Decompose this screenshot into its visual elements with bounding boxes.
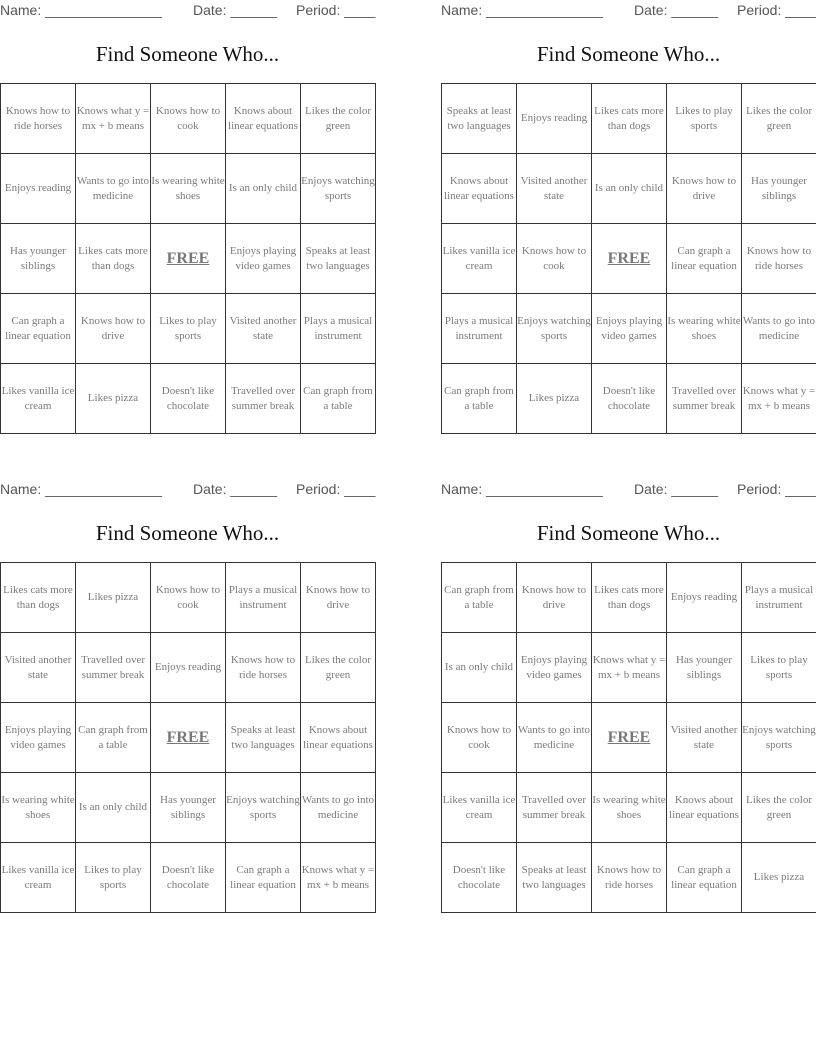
grid-row [442, 294, 816, 364]
grid-cell: Plays a musical instrument [442, 294, 517, 364]
grid-cell: Knows how to ride horses [1, 84, 76, 154]
grid-cell: Likes vanilla ice cream [1, 364, 76, 434]
grid-cell: Enjoys playing video games [1, 703, 76, 773]
grid-cell: Knows about linear equations [442, 154, 517, 224]
date-field-label: Date: ______ [634, 481, 719, 497]
bingo-grid [441, 562, 816, 913]
period-field-label: Period: ____ [737, 481, 816, 497]
free-space: FREE [592, 703, 667, 773]
card-title: Find Someone Who... [536, 42, 721, 66]
bingo-grid [0, 83, 376, 434]
bingo-grid [441, 83, 816, 434]
grid-cell: Likes to play sports [742, 633, 816, 703]
grid-cell: Knows how to cook [151, 563, 226, 633]
grid-row [442, 154, 816, 224]
grid-cell: Can graph from a table [442, 364, 517, 434]
grid-cell: Visited another state [667, 703, 742, 773]
grid-cell: Enjoys reading [1, 154, 76, 224]
card-title: Find Someone Who... [95, 42, 280, 66]
name-field-label: Name: _______________ [0, 481, 162, 497]
grid-cell: Has younger siblings [742, 154, 816, 224]
grid-cell: Likes vanilla ice cream [442, 773, 517, 843]
grid-cell: Enjoys playing video games [592, 294, 667, 364]
name-field-label: Name: _______________ [441, 2, 603, 18]
grid-cell: Has younger siblings [1, 224, 76, 294]
grid-cell: Travelled over summer break [667, 364, 742, 434]
grid-cell: Enjoys watching sports [517, 294, 592, 364]
grid-row [442, 364, 816, 434]
grid-row [442, 773, 816, 843]
grid-row [1, 294, 376, 364]
card-title: Find Someone Who... [536, 521, 721, 545]
grid-cell: Travelled over summer break [226, 364, 301, 434]
free-space: FREE [151, 224, 226, 294]
grid-cell: Doesn't like chocolate [442, 843, 517, 913]
grid-cell: Likes vanilla ice cream [1, 843, 76, 913]
period-field-label: Period: ____ [296, 2, 376, 18]
grid-cell: Is wearing white shoes [592, 773, 667, 843]
grid-cell: Is an only child [442, 633, 517, 703]
grid-cell: Is wearing white shoes [151, 154, 226, 224]
grid-cell: Speaks at least two languages [226, 703, 301, 773]
grid-cell: Is an only child [76, 773, 151, 843]
grid-cell: Likes the color green [742, 84, 816, 154]
grid-cell: Likes pizza [517, 364, 592, 434]
student-info-header [441, 479, 816, 501]
grid-cell: Is an only child [592, 154, 667, 224]
grid-cell: Can graph a linear equation [226, 843, 301, 913]
grid-cell: Likes cats more than dogs [592, 563, 667, 633]
grid-cell: Enjoys playing video games [226, 224, 301, 294]
grid-cell: Likes to play sports [151, 294, 226, 364]
grid-row [442, 224, 816, 294]
grid-cell: Is wearing white shoes [667, 294, 742, 364]
bingo-card-4 [441, 479, 816, 891]
grid-row [1, 633, 376, 703]
student-info-header [0, 479, 375, 501]
grid-cell: Wants to go into medicine [76, 154, 151, 224]
grid-cell: Doesn't like chocolate [592, 364, 667, 434]
bingo-card-1 [0, 0, 376, 412]
student-info-header [441, 0, 816, 22]
grid-cell: Visited another state [1, 633, 76, 703]
grid-cell: Likes pizza [76, 364, 151, 434]
grid-cell: Likes to play sports [667, 84, 742, 154]
grid-cell: Can graph from a table [442, 563, 517, 633]
grid-cell: Plays a musical instrument [301, 294, 376, 364]
grid-cell: Likes the color green [742, 773, 816, 843]
grid-cell: Likes the color green [301, 84, 376, 154]
grid-cell: Knows how to drive [301, 563, 376, 633]
grid-row [1, 773, 376, 843]
grid-cell: Likes the color green [301, 633, 376, 703]
grid-cell: Knows what y = mx + b means [742, 364, 816, 434]
grid-cell: Likes vanilla ice cream [442, 224, 517, 294]
grid-row [1, 843, 376, 913]
grid-row [1, 364, 376, 434]
grid-cell: Knows how to ride horses [742, 224, 816, 294]
grid-cell: Knows what y = mx + b means [76, 84, 151, 154]
grid-cell: Likes cats more than dogs [1, 563, 76, 633]
grid-cell: Wants to go into medicine [301, 773, 376, 843]
grid-cell: Can graph a linear equation [1, 294, 76, 364]
grid-cell: Knows how to ride horses [592, 843, 667, 913]
free-space: FREE [592, 224, 667, 294]
grid-cell: Has younger siblings [151, 773, 226, 843]
grid-cell: Enjoys reading [667, 563, 742, 633]
grid-cell: Knows about linear equations [226, 84, 301, 154]
grid-cell: Likes cats more than dogs [76, 224, 151, 294]
grid-cell: Knows how to cook [442, 703, 517, 773]
grid-cell: Speaks at least two languages [301, 224, 376, 294]
grid-row [442, 633, 816, 703]
grid-cell: Speaks at least two languages [442, 84, 517, 154]
grid-cell: Travelled over summer break [76, 633, 151, 703]
grid-cell: Plays a musical instrument [742, 563, 816, 633]
grid-row [442, 843, 816, 913]
bingo-card-3 [0, 479, 376, 891]
grid-cell: Knows what y = mx + b means [301, 843, 376, 913]
grid-cell: Enjoys watching sports [742, 703, 816, 773]
grid-cell: Travelled over summer break [517, 773, 592, 843]
grid-cell: Knows about linear equations [667, 773, 742, 843]
grid-cell: Enjoys reading [517, 84, 592, 154]
grid-cell: Likes cats more than dogs [592, 84, 667, 154]
grid-cell: Likes pizza [742, 843, 816, 913]
grid-cell: Doesn't like chocolate [151, 843, 226, 913]
grid-cell: Knows about linear equations [301, 703, 376, 773]
grid-row [442, 84, 816, 154]
grid-cell: Knows how to drive [76, 294, 151, 364]
grid-cell: Is an only child [226, 154, 301, 224]
period-field-label: Period: ____ [296, 481, 376, 497]
grid-row [442, 703, 816, 773]
grid-cell: Has younger siblings [667, 633, 742, 703]
date-field-label: Date: ______ [193, 2, 278, 18]
grid-row [1, 224, 376, 294]
grid-cell: Knows how to cook [517, 224, 592, 294]
grid-cell: Knows how to drive [667, 154, 742, 224]
grid-cell: Wants to go into medicine [742, 294, 816, 364]
name-field-label: Name: _______________ [441, 481, 603, 497]
grid-cell: Knows how to drive [517, 563, 592, 633]
grid-cell: Doesn't like chocolate [151, 364, 226, 434]
grid-cell: Can graph a linear equation [667, 224, 742, 294]
period-field-label: Period: ____ [737, 2, 816, 18]
grid-cell: Visited another state [226, 294, 301, 364]
grid-cell: Enjoys watching sports [301, 154, 376, 224]
grid-row [1, 703, 376, 773]
grid-cell: Likes to play sports [76, 843, 151, 913]
grid-row [1, 154, 376, 224]
grid-cell: Knows how to cook [151, 84, 226, 154]
grid-cell: Wants to go into medicine [517, 703, 592, 773]
grid-cell: Visited another state [517, 154, 592, 224]
grid-cell: Can graph from a table [76, 703, 151, 773]
name-field-label: Name: _______________ [0, 2, 162, 18]
grid-cell: Likes pizza [76, 563, 151, 633]
grid-cell: Knows how to ride horses [226, 633, 301, 703]
grid-cell: Enjoys playing video games [517, 633, 592, 703]
date-field-label: Date: ______ [634, 2, 719, 18]
student-info-header [0, 0, 375, 22]
grid-cell: Enjoys watching sports [226, 773, 301, 843]
bingo-card-2 [441, 0, 816, 412]
grid-row [1, 84, 376, 154]
grid-cell: Is wearing white shoes [1, 773, 76, 843]
bingo-grid [0, 562, 376, 913]
date-field-label: Date: ______ [193, 481, 278, 497]
grid-row [442, 563, 816, 633]
grid-cell: Knows what y = mx + b means [592, 633, 667, 703]
grid-cell: Plays a musical instrument [226, 563, 301, 633]
grid-cell: Enjoys reading [151, 633, 226, 703]
free-space: FREE [151, 703, 226, 773]
grid-cell: Can graph a linear equation [667, 843, 742, 913]
grid-cell: Speaks at least two languages [517, 843, 592, 913]
grid-row [1, 563, 376, 633]
grid-cell: Can graph from a table [301, 364, 376, 434]
card-title: Find Someone Who... [95, 521, 280, 545]
